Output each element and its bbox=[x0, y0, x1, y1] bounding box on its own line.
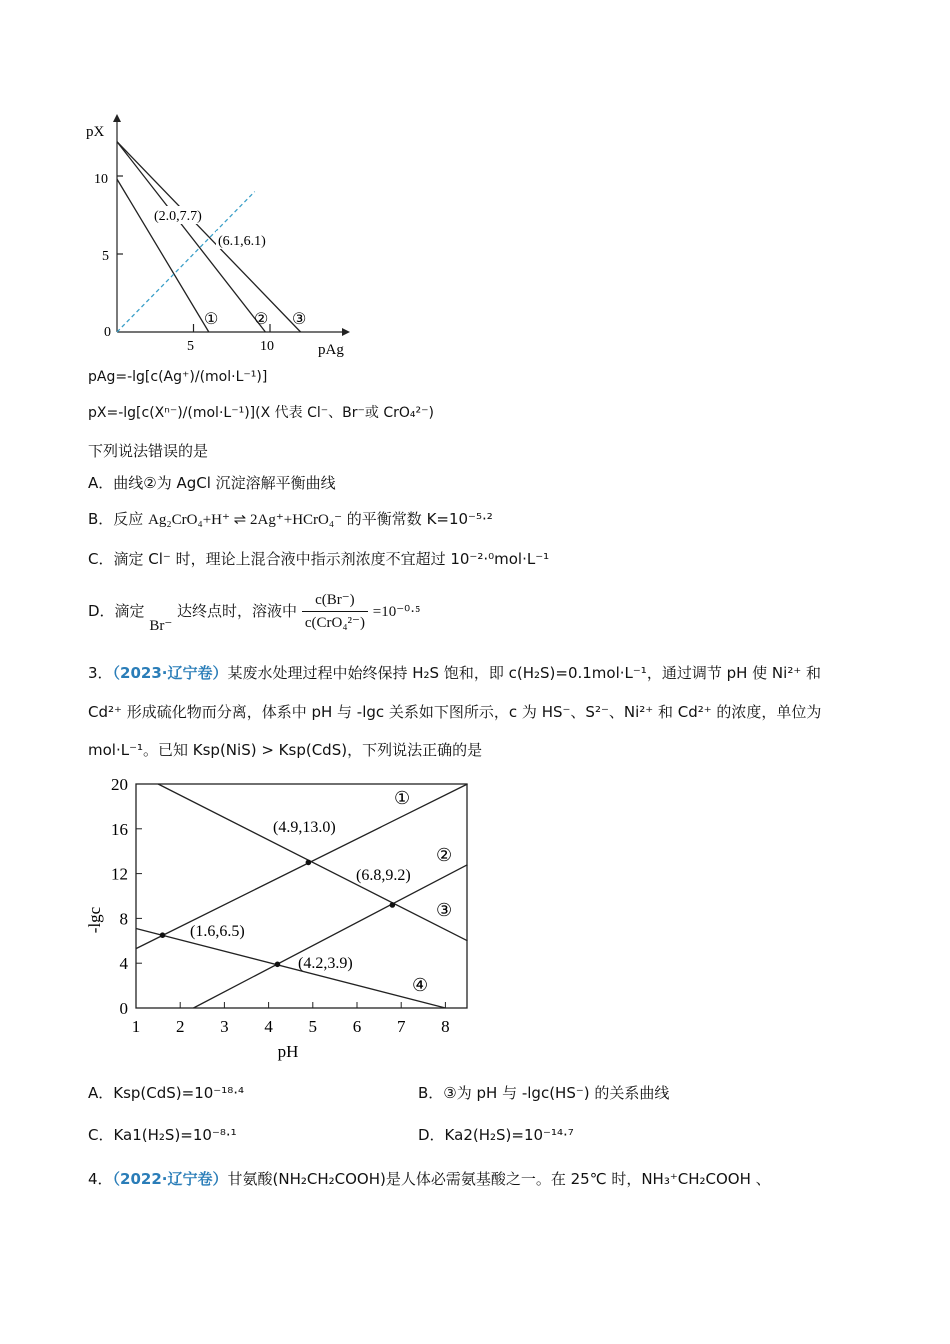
q3-option-d: D．Ka2(H₂S)=10⁻¹⁴·⁷ bbox=[418, 1126, 574, 1144]
chart2-point-2 bbox=[306, 860, 312, 866]
q2-option-b-formula: Ag₂CrO₄+H⁺ ⇌ 2Ag⁺+HCrO₄⁻ bbox=[148, 512, 343, 528]
q3-number: 3． bbox=[88, 664, 113, 682]
chart2-series-4 bbox=[136, 928, 445, 1008]
chart2-ytick-12: 12 bbox=[111, 864, 128, 884]
chart2-xtick-3: 3 bbox=[220, 1017, 229, 1036]
chart2-point-4 bbox=[275, 962, 281, 968]
chart2-point-label-2: (6.8,9.2) bbox=[356, 867, 411, 884]
chart1-curve-label-1: ① bbox=[204, 311, 219, 328]
q4-line-1 bbox=[88, 1168, 771, 1190]
chart2-point-3 bbox=[390, 902, 396, 908]
chart2-xtick-8: 8 bbox=[441, 1017, 450, 1036]
chart1-curve-label-2: ② bbox=[254, 311, 269, 328]
chart1-curve-label-3: ③ bbox=[292, 311, 307, 328]
chart2-xtick-7: 7 bbox=[396, 1017, 406, 1036]
chart1-y-arrow bbox=[113, 114, 121, 122]
chart2-point-1 bbox=[160, 932, 166, 938]
chart1-xtick-5: 5 bbox=[187, 339, 194, 354]
chart1-ytick-0: 0 bbox=[104, 325, 111, 340]
q2-option-d bbox=[88, 586, 420, 636]
pag-definition: pAg=-lg[c(Ag⁺)/(mol·L⁻¹)] bbox=[88, 369, 268, 385]
q2-option-d-mid: 达终点时，溶液中 bbox=[177, 602, 298, 620]
chart2-xtick-5: 5 bbox=[308, 1017, 318, 1036]
q3-line-1 bbox=[88, 662, 821, 684]
chart2-xtick-2: 2 bbox=[175, 1017, 185, 1036]
q3-line-1-text: 某废水处理过程中始终保持 H₂S 饱和，即 c(H₂S)=0.1mol·L⁻¹，通过调节 pH 使 Ni²⁺ 和 bbox=[227, 664, 822, 682]
chart2-curve-label-4: ④ bbox=[412, 975, 429, 995]
chart1-ytick-5: 5 bbox=[102, 249, 109, 264]
q2-option-d-prefix: D．滴定 bbox=[88, 602, 145, 620]
chart2-ytick-4: 4 bbox=[119, 954, 128, 974]
q2-option-b bbox=[88, 508, 493, 531]
q2-option-b-tail: 的平衡常数 K=10⁻⁵·² bbox=[346, 510, 493, 528]
q3-line-3: mol·L⁻¹。已知 Ksp(NiS) > Ksp(CdS)，下列说法正确的是 bbox=[88, 741, 483, 759]
q4-number: 4． bbox=[88, 1170, 113, 1188]
chart-2 bbox=[80, 770, 480, 1070]
chart1-y-label: pX bbox=[86, 124, 105, 140]
chart2-curve-label-3: ③ bbox=[436, 900, 453, 920]
q3-option-a: A．Ksp(CdS)=10⁻¹⁸·⁴ bbox=[88, 1084, 245, 1102]
chart1-series-1 bbox=[117, 179, 209, 332]
chart2-ytick-20: 20 bbox=[111, 775, 128, 794]
chart1-x-arrow bbox=[342, 328, 350, 336]
q2-option-d-tail: =10⁻⁰·⁵ bbox=[372, 604, 421, 620]
chart2-xtick-6: 6 bbox=[352, 1017, 362, 1036]
chart2-point-label-3: (1.6,6.5) bbox=[190, 923, 245, 940]
chart2-y-label: -lgc bbox=[85, 906, 104, 934]
chart2-series-1 bbox=[136, 784, 468, 949]
q4-line-1-text: 甘氨酸(NH₂CH₂COOH)是人体必需氨基酸之一。在 25℃ 时，NH₃⁺CH₂COOH 、 bbox=[227, 1170, 771, 1188]
q4-source: （2022·辽宁卷） bbox=[112, 1170, 228, 1188]
chart-1 bbox=[80, 110, 370, 360]
q3-source: （2023·辽宁卷） bbox=[112, 664, 228, 682]
chart2-xtick-4: 4 bbox=[264, 1017, 273, 1036]
q2-option-c: C．滴定 Cl⁻ 时，理论上混合液中指示剂浓度不宜超过 10⁻²·⁰mol·L⁻¹ bbox=[88, 550, 550, 568]
q2-stem: 下列说法错误的是 bbox=[88, 442, 209, 460]
fraction-numerator: c(Br⁻) bbox=[302, 589, 368, 612]
chart2-point-label-4: (4.2,3.9) bbox=[298, 955, 353, 972]
q2-option-d-fraction bbox=[302, 589, 368, 634]
chart2-ytick-8: 8 bbox=[119, 909, 128, 929]
chart2-curve-label-2: ② bbox=[436, 845, 453, 865]
q2-option-b-label: B．反应 bbox=[88, 510, 144, 528]
chart1-ytick-10: 10 bbox=[94, 172, 108, 187]
q2-option-a: A．曲线②为 AgCl 沉淀溶解平衡曲线 bbox=[88, 474, 336, 492]
chart1-point-label-1: (2.0,7.7) bbox=[154, 209, 202, 224]
chart2-xtick-1: 1 bbox=[131, 1017, 141, 1036]
chart1-point-label-2: (6.1,6.1) bbox=[218, 234, 266, 249]
chart1-xtick-10: 10 bbox=[260, 339, 274, 354]
q3-line-2: Cd²⁺ 形成硫化物而分离，体系中 pH 与 -lgc 关系如下图所示，c 为 HS⁻、S²⁻、Ni²⁺ 和 Cd²⁺ 的浓度，单位为 bbox=[88, 703, 822, 721]
chart2-curve-label-1: ① bbox=[394, 788, 411, 808]
q3-option-b: B．③为 pH 与 -lgc(HS⁻) 的关系曲线 bbox=[418, 1084, 670, 1102]
chart2-ytick-0: 0 bbox=[119, 999, 128, 1018]
px-definition: pX=-lg[c(Xⁿ⁻)/(mol·L⁻¹)](X 代表 Cl⁻、Br⁻或 CrO₄²⁻) bbox=[88, 405, 434, 421]
q2-option-d-br: Br⁻ bbox=[149, 618, 173, 634]
fraction-denominator: c(CrO₄²⁻) bbox=[304, 615, 365, 631]
chart2-point-label-1: (4.9,13.0) bbox=[273, 819, 336, 836]
q3-option-c: C．Ka1(H₂S)=10⁻⁸·¹ bbox=[88, 1126, 237, 1144]
chart2-ytick-16: 16 bbox=[111, 819, 128, 839]
chart1-x-label: pAg bbox=[318, 342, 344, 358]
chart2-x-label: pH bbox=[277, 1042, 299, 1061]
